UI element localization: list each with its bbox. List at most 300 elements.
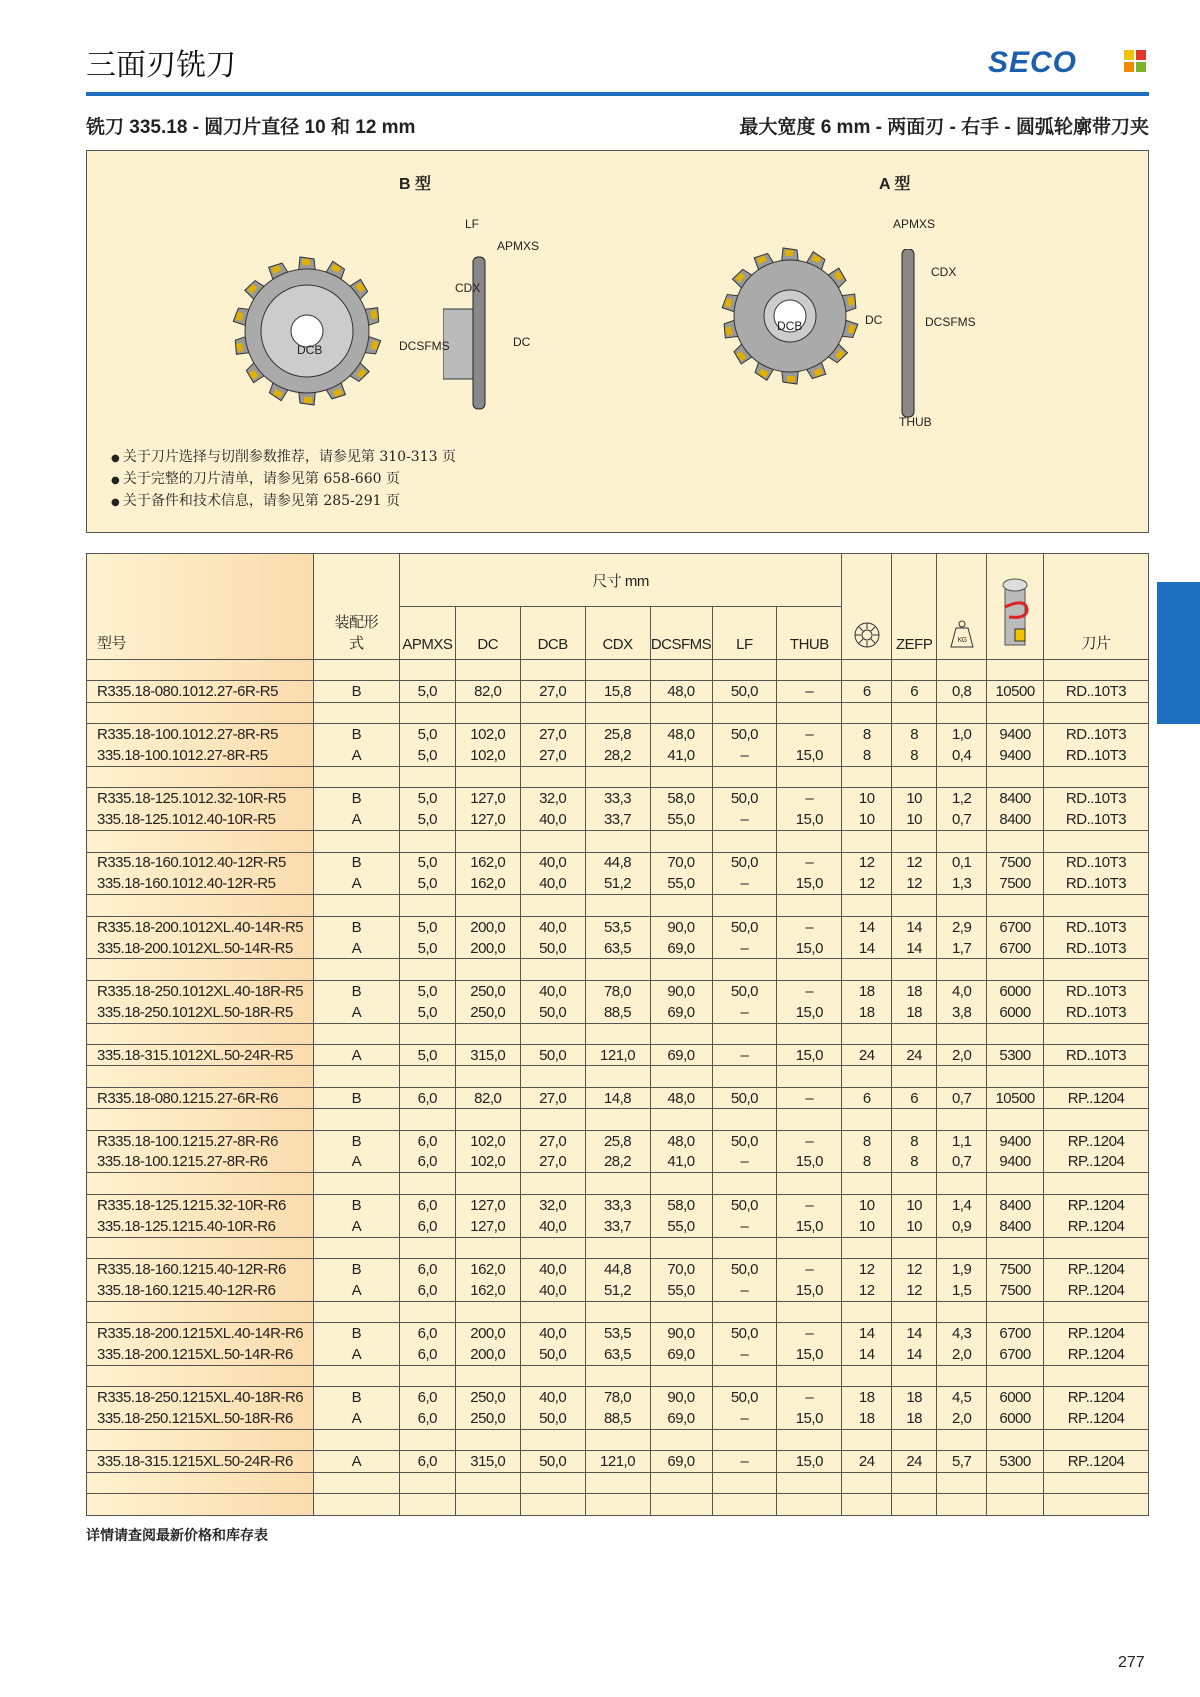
empty-cell <box>87 895 314 916</box>
value-cell: 6,0 <box>399 1258 455 1279</box>
value-cell: 40,0 <box>520 873 585 894</box>
empty-cell <box>520 1494 585 1515</box>
table-row[interactable] <box>87 745 1149 766</box>
value-cell: 50,0 <box>712 1258 777 1279</box>
empty-cell <box>455 1109 520 1130</box>
empty-cell <box>313 895 399 916</box>
col-lf: LF <box>712 607 777 660</box>
value-cell: 1,3 <box>937 873 987 894</box>
col-dcsfms: DCSFMS <box>650 607 712 660</box>
value-cell: – <box>712 1408 777 1429</box>
empty-cell <box>937 1301 987 1322</box>
empty-cell <box>1044 660 1149 681</box>
value-cell: A <box>313 873 399 894</box>
value-cell: 50,0 <box>712 681 777 702</box>
empty-cell <box>87 660 314 681</box>
empty-cell <box>712 959 777 980</box>
model-cell: 335.18-125.1215.40-10R-R6 <box>87 1216 314 1237</box>
empty-cell <box>712 831 777 852</box>
value-cell: 33,7 <box>585 1216 650 1237</box>
empty-cell <box>87 1494 314 1515</box>
empty-cell <box>777 660 842 681</box>
table-row[interactable] <box>87 873 1149 894</box>
empty-cell <box>892 766 937 787</box>
empty-cell <box>313 1109 399 1130</box>
empty-cell <box>987 1365 1044 1386</box>
value-cell: 5,0 <box>399 980 455 1001</box>
empty-cell <box>455 1237 520 1258</box>
empty-cell <box>1044 1023 1149 1044</box>
empty-cell <box>455 1494 520 1515</box>
value-cell: 90,0 <box>650 1387 712 1408</box>
value-cell: 48,0 <box>650 681 712 702</box>
spacer-row <box>87 959 1149 980</box>
empty-cell <box>87 1066 314 1087</box>
empty-cell <box>650 1430 712 1451</box>
empty-cell <box>987 1066 1044 1087</box>
value-cell: 3,8 <box>937 1002 987 1023</box>
value-cell: B <box>313 980 399 1001</box>
value-cell: RD..10T3 <box>1044 938 1149 959</box>
value-cell: 50,0 <box>520 1451 585 1472</box>
value-cell: 200,0 <box>455 916 520 937</box>
empty-cell <box>1044 766 1149 787</box>
value-cell: 40,0 <box>520 1280 585 1301</box>
value-cell: 8 <box>842 1151 892 1172</box>
empty-cell <box>313 660 399 681</box>
table-row[interactable] <box>87 1087 1149 1108</box>
value-cell: – <box>712 1045 777 1066</box>
table-row[interactable] <box>87 1194 1149 1215</box>
value-cell: – <box>712 1451 777 1472</box>
empty-cell <box>987 660 1044 681</box>
value-cell: RD..10T3 <box>1044 916 1149 937</box>
empty-cell <box>520 1472 585 1493</box>
empty-cell <box>399 1301 455 1322</box>
value-cell: 8400 <box>987 809 1044 830</box>
empty-cell <box>399 831 455 852</box>
empty-cell <box>520 702 585 723</box>
value-cell: A <box>313 1280 399 1301</box>
empty-cell <box>520 1109 585 1130</box>
value-cell: – <box>777 1387 842 1408</box>
empty-cell <box>892 959 937 980</box>
value-cell: 53,5 <box>585 916 650 937</box>
spacer-row <box>87 702 1149 723</box>
value-cell: 15,0 <box>777 809 842 830</box>
empty-cell <box>892 1173 937 1194</box>
value-cell: 24 <box>842 1045 892 1066</box>
value-cell: 6,0 <box>399 1408 455 1429</box>
value-cell: RP..1204 <box>1044 1130 1149 1151</box>
logo-squares-icon <box>1124 50 1146 72</box>
value-cell: 0,1 <box>937 852 987 873</box>
value-cell: 250,0 <box>455 1408 520 1429</box>
value-cell: 9400 <box>987 1151 1044 1172</box>
empty-cell <box>987 895 1044 916</box>
value-cell: – <box>777 788 842 809</box>
table-row[interactable] <box>87 1130 1149 1151</box>
value-cell: – <box>777 724 842 745</box>
value-cell: 12 <box>842 873 892 894</box>
empty-cell <box>777 1365 842 1386</box>
value-cell: 121,0 <box>585 1451 650 1472</box>
table-row[interactable] <box>87 916 1149 937</box>
empty-cell <box>520 1301 585 1322</box>
empty-cell <box>892 1365 937 1386</box>
value-cell: 8 <box>842 724 892 745</box>
empty-cell <box>777 1173 842 1194</box>
empty-cell <box>399 1494 455 1515</box>
value-cell: 32,0 <box>520 788 585 809</box>
empty-cell <box>87 1430 314 1451</box>
value-cell: 0,9 <box>937 1216 987 1237</box>
empty-cell <box>1044 1494 1149 1515</box>
empty-cell <box>455 1365 520 1386</box>
value-cell: RD..10T3 <box>1044 1002 1149 1023</box>
value-cell: 200,0 <box>455 1344 520 1365</box>
value-cell: – <box>712 873 777 894</box>
table-row[interactable] <box>87 1387 1149 1408</box>
empty-cell <box>520 1430 585 1451</box>
value-cell: 27,0 <box>520 681 585 702</box>
value-cell: 50,0 <box>520 1344 585 1365</box>
value-cell: 102,0 <box>455 1130 520 1151</box>
value-cell: 32,0 <box>520 1194 585 1215</box>
model-cell: 335.18-100.1012.27-8R-R5 <box>87 745 314 766</box>
model-cell: 335.18-315.1215XL.50-24R-R6 <box>87 1451 314 1472</box>
value-cell: A <box>313 1216 399 1237</box>
table-row[interactable] <box>87 1258 1149 1279</box>
value-cell: 50,0 <box>712 1323 777 1344</box>
table-row[interactable] <box>87 1002 1149 1023</box>
value-cell: 18 <box>892 1387 937 1408</box>
value-cell: 5,0 <box>399 852 455 873</box>
spacer-row <box>87 1472 1149 1493</box>
empty-cell <box>777 1023 842 1044</box>
value-cell: 8400 <box>987 1216 1044 1237</box>
empty-cell <box>1044 702 1149 723</box>
value-cell: 15,0 <box>777 938 842 959</box>
lf-label: LF <box>465 217 480 231</box>
empty-cell <box>520 959 585 980</box>
table-row[interactable] <box>87 788 1149 809</box>
value-cell: 12 <box>842 1280 892 1301</box>
table-row[interactable] <box>87 681 1149 702</box>
col-insert: 刀片 <box>1044 554 1149 660</box>
model-cell: R335.18-080.1215.27-6R-R6 <box>87 1087 314 1108</box>
table-row[interactable] <box>87 938 1149 959</box>
empty-cell <box>1044 895 1149 916</box>
empty-cell <box>937 1173 987 1194</box>
value-cell: 14 <box>892 1344 937 1365</box>
empty-cell <box>712 702 777 723</box>
empty-cell <box>1044 1173 1149 1194</box>
value-cell: 18 <box>892 1002 937 1023</box>
cutter-b-side-view <box>443 249 503 419</box>
value-cell: 10 <box>842 809 892 830</box>
value-cell: 82,0 <box>455 1087 520 1108</box>
value-cell: 6700 <box>987 916 1044 937</box>
empty-cell <box>842 1173 892 1194</box>
empty-cell <box>842 766 892 787</box>
spacer-row <box>87 1237 1149 1258</box>
value-cell: 50,0 <box>712 1194 777 1215</box>
empty-cell <box>313 766 399 787</box>
empty-cell <box>585 1430 650 1451</box>
empty-cell <box>777 1109 842 1130</box>
value-cell: 6 <box>892 681 937 702</box>
empty-cell <box>455 660 520 681</box>
empty-cell <box>87 1237 314 1258</box>
empty-cell <box>585 1109 650 1130</box>
value-cell: 5,0 <box>399 873 455 894</box>
empty-cell <box>987 1023 1044 1044</box>
empty-cell <box>892 1301 937 1322</box>
value-cell: 14,8 <box>585 1087 650 1108</box>
model-cell: 335.18-250.1012XL.50-18R-R5 <box>87 1002 314 1023</box>
empty-cell <box>399 1066 455 1087</box>
table-row[interactable] <box>87 1280 1149 1301</box>
empty-cell <box>399 660 455 681</box>
empty-cell <box>842 660 892 681</box>
value-cell: RP..1204 <box>1044 1151 1149 1172</box>
empty-cell <box>455 1472 520 1493</box>
empty-cell <box>892 831 937 852</box>
value-cell: A <box>313 809 399 830</box>
notes-list <box>111 447 456 513</box>
empty-cell <box>1044 1301 1149 1322</box>
page-title: 三面刃铣刀 <box>86 48 236 83</box>
table-row[interactable] <box>87 1451 1149 1472</box>
col-model: 型号 <box>87 554 314 660</box>
value-cell: 1,7 <box>937 938 987 959</box>
value-cell: 24 <box>842 1451 892 1472</box>
value-cell: – <box>777 1258 842 1279</box>
empty-cell <box>937 1237 987 1258</box>
empty-cell <box>313 702 399 723</box>
value-cell: 10500 <box>987 1087 1044 1108</box>
value-cell: RD..10T3 <box>1044 681 1149 702</box>
empty-cell <box>585 1023 650 1044</box>
value-cell: – <box>777 1323 842 1344</box>
model-cell: 335.18-200.1215XL.50-14R-R6 <box>87 1344 314 1365</box>
empty-cell <box>585 959 650 980</box>
apmxs-label-a: APMXS <box>893 217 936 231</box>
empty-cell <box>313 1023 399 1044</box>
empty-cell <box>777 1237 842 1258</box>
empty-cell <box>842 1494 892 1515</box>
empty-cell <box>87 1365 314 1386</box>
value-cell: 6,0 <box>399 1087 455 1108</box>
value-cell: 6000 <box>987 1002 1044 1023</box>
value-cell: 48,0 <box>650 1087 712 1108</box>
thub-label: THUB <box>899 415 932 429</box>
header-rule <box>86 92 1149 96</box>
value-cell: 88,5 <box>585 1002 650 1023</box>
value-cell: 90,0 <box>650 1323 712 1344</box>
table-row[interactable] <box>87 724 1149 745</box>
value-cell: 12 <box>892 873 937 894</box>
empty-cell <box>712 1109 777 1130</box>
value-cell: 14 <box>842 916 892 937</box>
empty-cell <box>937 1430 987 1451</box>
value-cell: 40,0 <box>520 980 585 1001</box>
value-cell: 6 <box>892 1087 937 1108</box>
value-cell: 1,5 <box>937 1280 987 1301</box>
empty-cell <box>777 1430 842 1451</box>
cdx-label-b: CDX <box>455 281 481 295</box>
empty-cell <box>399 1430 455 1451</box>
value-cell: RP..1204 <box>1044 1451 1149 1472</box>
value-cell: 162,0 <box>455 1258 520 1279</box>
value-cell: 40,0 <box>520 809 585 830</box>
empty-cell <box>87 1173 314 1194</box>
value-cell: 5,0 <box>399 724 455 745</box>
empty-cell <box>313 1066 399 1087</box>
value-cell: 6700 <box>987 1344 1044 1365</box>
table-row[interactable] <box>87 1045 1149 1066</box>
value-cell: RP..1204 <box>1044 1087 1149 1108</box>
table-row[interactable] <box>87 1151 1149 1172</box>
value-cell: 50,0 <box>712 788 777 809</box>
value-cell: 69,0 <box>650 1344 712 1365</box>
max-rpm-icon <box>997 577 1033 649</box>
table-row[interactable] <box>87 1323 1149 1344</box>
value-cell: 40,0 <box>520 1387 585 1408</box>
empty-cell <box>650 895 712 916</box>
empty-cell <box>987 831 1044 852</box>
value-cell: 6,0 <box>399 1451 455 1472</box>
value-cell: 55,0 <box>650 809 712 830</box>
table-row[interactable] <box>87 1216 1149 1237</box>
table-row[interactable] <box>87 809 1149 830</box>
value-cell: 50,0 <box>520 938 585 959</box>
value-cell: RD..10T3 <box>1044 1045 1149 1066</box>
value-cell: 15,0 <box>777 1151 842 1172</box>
empty-cell <box>520 1173 585 1194</box>
empty-cell <box>842 1365 892 1386</box>
value-cell: 1,4 <box>937 1194 987 1215</box>
spacer-row <box>87 1173 1149 1194</box>
value-cell: RD..10T3 <box>1044 809 1149 830</box>
table-row[interactable] <box>87 1408 1149 1429</box>
col-thub: THUB <box>777 607 842 660</box>
empty-cell <box>399 1023 455 1044</box>
cutter-b-drawing <box>227 251 387 411</box>
col-dc: DC <box>455 607 520 660</box>
teeth-count-icon <box>853 621 881 649</box>
empty-cell <box>585 1494 650 1515</box>
value-cell: – <box>777 1194 842 1215</box>
empty-cell <box>87 1109 314 1130</box>
empty-cell <box>520 1023 585 1044</box>
empty-cell <box>455 831 520 852</box>
model-cell: R335.18-160.1215.40-12R-R6 <box>87 1258 314 1279</box>
value-cell: RP..1204 <box>1044 1194 1149 1215</box>
empty-cell <box>712 766 777 787</box>
empty-cell <box>520 1066 585 1087</box>
value-cell: A <box>313 1451 399 1472</box>
empty-cell <box>313 1472 399 1493</box>
value-cell: 88,5 <box>585 1408 650 1429</box>
empty-cell <box>712 1023 777 1044</box>
table-row[interactable] <box>87 980 1149 1001</box>
value-cell: 8 <box>892 745 937 766</box>
empty-cell <box>987 959 1044 980</box>
dcsfms-label-b: DCSFMS <box>399 339 450 353</box>
empty-cell <box>937 766 987 787</box>
spacer-row <box>87 660 1149 681</box>
value-cell: 6000 <box>987 980 1044 1001</box>
value-cell: 7500 <box>987 1280 1044 1301</box>
empty-cell <box>712 1494 777 1515</box>
value-cell: 63,5 <box>585 938 650 959</box>
value-cell: 7500 <box>987 1258 1044 1279</box>
value-cell: 14 <box>842 1323 892 1344</box>
empty-cell <box>712 895 777 916</box>
empty-cell <box>937 895 987 916</box>
value-cell: 127,0 <box>455 788 520 809</box>
value-cell: 18 <box>842 1002 892 1023</box>
empty-cell <box>650 1023 712 1044</box>
value-cell: 102,0 <box>455 724 520 745</box>
value-cell: 69,0 <box>650 1045 712 1066</box>
empty-cell <box>455 766 520 787</box>
col-zefp: ZEFP <box>892 554 937 660</box>
dcb-label-a: DCB <box>777 319 803 333</box>
table-row[interactable] <box>87 1344 1149 1365</box>
value-cell: 1,1 <box>937 1130 987 1151</box>
value-cell: 18 <box>842 1387 892 1408</box>
empty-cell <box>520 831 585 852</box>
model-cell: R335.18-125.1012.32-10R-R5 <box>87 788 314 809</box>
value-cell: 6,0 <box>399 1216 455 1237</box>
model-cell: R335.18-250.1215XL.40-18R-R6 <box>87 1387 314 1408</box>
empty-cell <box>892 702 937 723</box>
empty-cell <box>712 1365 777 1386</box>
value-cell: 12 <box>842 1258 892 1279</box>
value-cell: 6700 <box>987 938 1044 959</box>
empty-cell <box>87 959 314 980</box>
table-row[interactable] <box>87 852 1149 873</box>
value-cell: 5,0 <box>399 809 455 830</box>
value-cell: 6000 <box>987 1387 1044 1408</box>
empty-cell <box>520 1365 585 1386</box>
empty-cell <box>399 1365 455 1386</box>
value-cell: – <box>777 1130 842 1151</box>
cutter-a-side-view <box>899 249 919 419</box>
value-cell: 8 <box>842 745 892 766</box>
empty-cell <box>585 660 650 681</box>
empty-cell <box>987 1472 1044 1493</box>
spacer-row <box>87 831 1149 852</box>
value-cell: 28,2 <box>585 1151 650 1172</box>
value-cell: 4,5 <box>937 1387 987 1408</box>
empty-cell <box>987 1173 1044 1194</box>
value-cell: B <box>313 1323 399 1344</box>
value-cell: 15,0 <box>777 1280 842 1301</box>
value-cell: 58,0 <box>650 1194 712 1215</box>
value-cell: RD..10T3 <box>1044 873 1149 894</box>
model-cell: 335.18-160.1215.40-12R-R6 <box>87 1280 314 1301</box>
value-cell: 250,0 <box>455 980 520 1001</box>
value-cell: 15,8 <box>585 681 650 702</box>
empty-cell <box>892 1237 937 1258</box>
value-cell: 55,0 <box>650 873 712 894</box>
value-cell: 1,0 <box>937 724 987 745</box>
empty-cell <box>777 831 842 852</box>
